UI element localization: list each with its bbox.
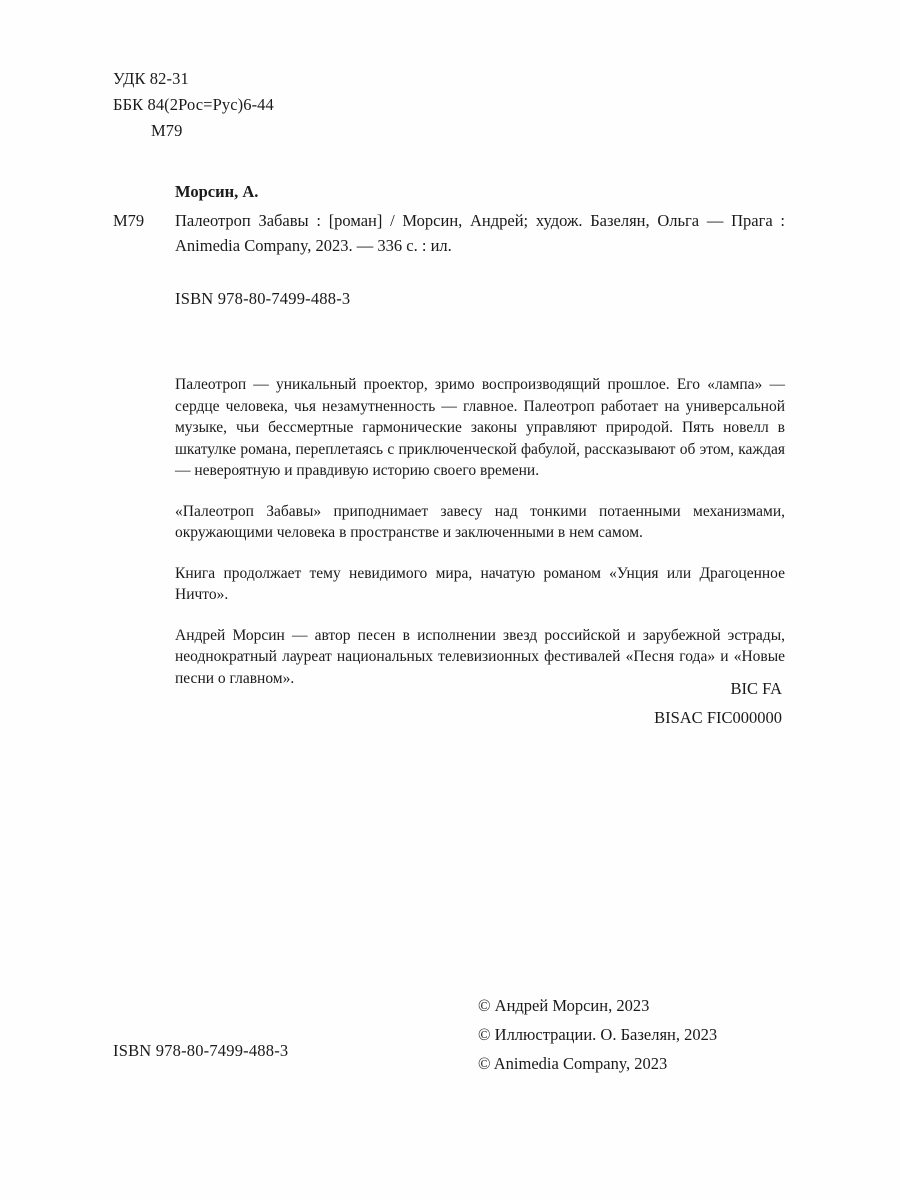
annotation-paragraph: «Палеотроп Забавы» приподнимает завесу над тонкими потаенными механизмами, окружающими человека в пространстве и заключенными в нем самом. — [175, 502, 785, 541]
copyright-block — [478, 991, 717, 1078]
biblio-body — [113, 208, 785, 258]
annotation-block — [175, 374, 785, 689]
biblio-author: Морсин, А. — [175, 182, 259, 201]
annotation-paragraph: Палеотроп — уникальный проектор, зримо воспроизводящий прошлое. Его «лампа» — сердце человека, чья незамутненность — главное. Палеотроп работает на универсальной музыке, чьи бессмертные гармонические законы управляют природой. Пять новелл в шкатулке романа, переплетаясь с приключенческой фабулой, рассказывают об этом, каждая — невероятную и правдивую историю своего времени. — [175, 376, 785, 479]
bibliographic-record — [113, 182, 785, 258]
biblio-shelf-code: М79 — [113, 211, 145, 230]
bbk-line: ББК 84(2Рос=Рус)6-44 — [113, 95, 274, 114]
biblio-description: Палеотроп Забавы : [роман] / Морсин, Андрей; худож. Базелян, Ольга — Прага : Animedia Company, 2023. — 336 с. : ил. — [175, 211, 785, 255]
isbn-main: ISBN 978-80-7499-488-3 — [175, 289, 351, 308]
copyright-line: © Иллюстрации. О. Базелян, 2023 — [478, 1025, 718, 1044]
copyright-line: © Андрей Морсин, 2023 — [478, 996, 650, 1015]
copyright-line: © Animedia Company, 2023 — [478, 1054, 668, 1073]
footer-isbn: ISBN 978-80-7499-488-3 — [113, 1041, 289, 1060]
classification-code: М79 — [151, 121, 183, 140]
udk-line: УДК 82-31 — [113, 69, 189, 88]
bisac-code: BISAC FIC000000 — [654, 708, 782, 727]
bic-code: BIC FA — [730, 679, 782, 698]
annotation-paragraph: Книга продолжает тему невидимого мира, начатую романом «Унция или Драгоценное Ничто». — [175, 564, 785, 603]
subject-codes — [654, 674, 782, 732]
classification-block — [113, 66, 274, 144]
annotation-paragraph: Андрей Морсин — автор песен в исполнении звезд российской и зарубежной эстрады, неоднократный лауреат национальных телевизионных фестивалей «Песня года» и «Новые песни о главном». — [175, 626, 785, 687]
